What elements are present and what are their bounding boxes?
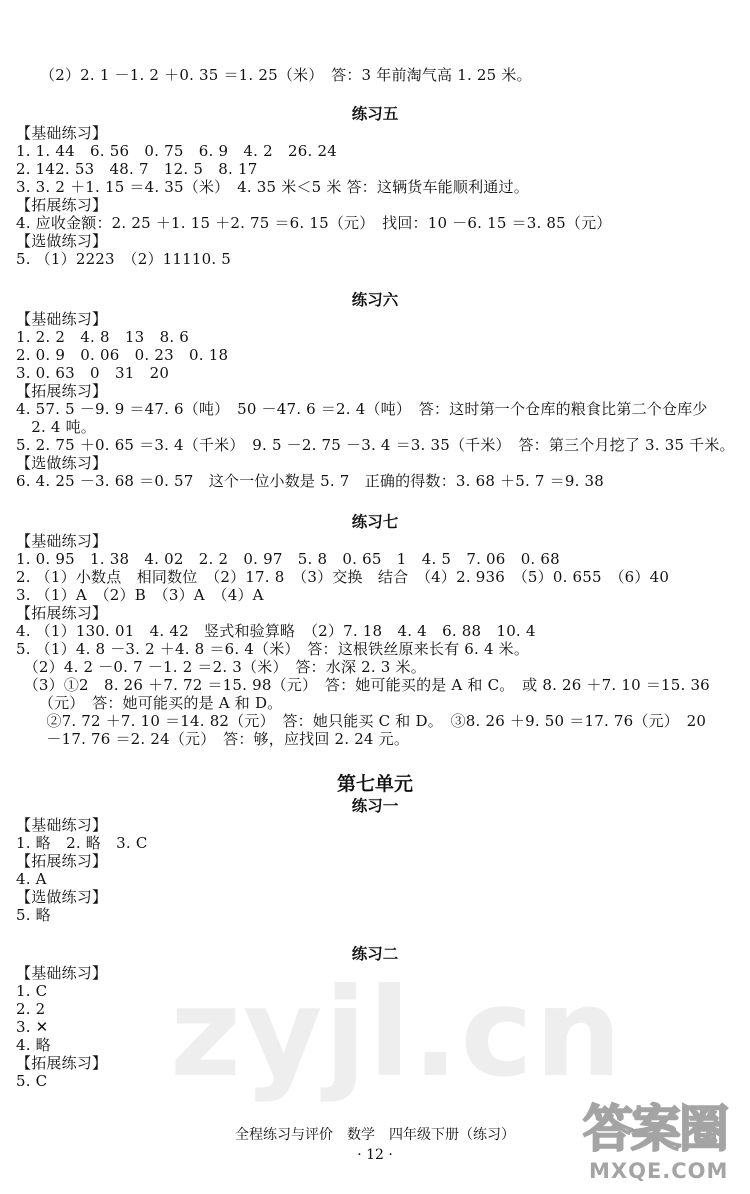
answer-line: 【拓展练习】 <box>16 196 108 214</box>
answer-line: 4. 应收金额：2. 25 ＋1. 15 ＋2. 75 ＝6. 15（元） 找回：10 －6. 15 ＝3. 85（元） <box>16 214 612 232</box>
watermark-logo-main: 答案圈 <box>583 1100 727 1158</box>
answer-line: 【拓展练习】 <box>16 604 108 622</box>
answer-line: 3. ✕ <box>16 1018 49 1036</box>
section-title-unit7-exercise-1: 练习一 <box>351 797 399 815</box>
section-title-exercise-6: 练习六 <box>351 291 399 309</box>
answer-line: 6. 4. 25 －3. 68 ＝0. 57 这个一位小数是 5. 7 正确的得数：3. 68 ＋5. 7 ＝9. 38 <box>16 472 605 490</box>
unit-title: 第七单元 <box>336 773 413 795</box>
answer-line: （3）①2 8. 26 ＋7. 72 ＝15. 98（元） 答：她可能买的是 A 和 C。 或 8. 26 ＋7. 10 ＝15. 36 <box>16 676 710 694</box>
section-title-unit7-exercise-2: 练习二 <box>351 945 399 963</box>
answer-line: 【基础练习】 <box>16 964 108 982</box>
answer-line: 4. 57. 5 －9. 9 ＝47. 6（吨） 50 －47. 6 ＝2. 4（吨） 答：这时第一个仓库的粮食比第二个仓库少 <box>16 400 708 418</box>
answer-line: 1. 0. 95 1. 38 4. 02 2. 2 0. 97 5. 8 0. 65 1 4. 5 7. 06 0. 68 <box>16 550 560 568</box>
answer-line: 【选做练习】 <box>16 232 108 250</box>
answer-line: 【基础练习】 <box>16 532 108 550</box>
answer-line: 5. 略 <box>16 906 51 924</box>
answer-line: 2. 2 <box>16 1000 46 1018</box>
answer-line: 1. 2. 2 4. 8 13 8. 6 <box>16 328 190 346</box>
answer-line: （元） 答：她可能买的是 A 和 D。 <box>16 694 283 712</box>
carryover-answer-line: （2）2. 1 －1. 2 ＋0. 35 ＝1. 25（米） 答：3 年前淘气高 1. 25 米。 <box>40 66 532 84</box>
answer-line: －17. 76 ＝2. 24（元） 答：够，应找回 2. 24 元。 <box>16 730 410 748</box>
answer-line: 2. 4 吨。 <box>16 418 96 436</box>
answer-line: 【基础练习】 <box>16 816 108 834</box>
answer-line: 1. 略 2. 略 3. C <box>16 834 148 852</box>
watermark-text: zyjl.cn <box>170 962 624 1104</box>
answer-line: 2. （1）小数点 相同数位 （2）17. 8 （3）交换 结合 （4）2. 936 （5）0. 655 （6）40 <box>16 568 670 586</box>
answer-line: 【拓展练习】 <box>16 382 108 400</box>
answer-line: 【基础练习】 <box>16 310 108 328</box>
answer-line: 2. 0. 9 0. 06 0. 23 0. 18 <box>16 346 229 364</box>
answer-line: 5. C <box>16 1072 48 1090</box>
answer-line: 4. 略 <box>16 1036 51 1054</box>
answer-line: 2. 142. 53 48. 7 12. 5 8. 17 <box>16 160 258 178</box>
answer-line: 【选做练习】 <box>16 888 108 906</box>
answer-line: 【拓展练习】 <box>16 852 108 870</box>
answer-line: 【基础练习】 <box>16 124 108 142</box>
answer-line: 4. A <box>16 870 47 888</box>
answer-line: 【选做练习】 <box>16 454 108 472</box>
answer-line: 5. （1）4. 8 －3. 2 ＋4. 8 ＝6. 4（米） 答：这根铁丝原来长有 6. 4 米。 <box>16 640 530 658</box>
footer-book-title: 全程练习与评价 数学 四年级下册（练习） <box>235 1127 515 1143</box>
answer-line: 3. （1）A （2）B （3）A （4）A <box>16 586 264 604</box>
answer-line: 5. （1）2223 （2）11110. 5 <box>16 250 232 268</box>
watermark-logo-sub: MXQE.COM <box>589 1159 729 1183</box>
answer-line: ②7. 72 ＋7. 10 ＝14. 82（元） 答：她只能买 C 和 D。 ③8. 26 ＋9. 50 ＝17. 76（元） 20 <box>16 712 707 730</box>
answer-line: 3. 3. 2 ＋1. 15 ＝4. 35（米） 4. 35 米＜5 米 答：这辆货车能顺利通过。 <box>16 178 529 196</box>
watermark-logo <box>583 1100 743 1188</box>
answer-line: 【拓展练习】 <box>16 1054 108 1072</box>
answer-line: 3. 0. 63 0 31 20 <box>16 364 170 382</box>
answer-line: 4. （1）130. 01 4. 42 竖式和验算略 （2）7. 18 4. 4 6. 88 10. 4 <box>16 622 536 640</box>
answer-line: 5. 2. 75 ＋0. 65 ＝3. 4（千米） 9. 5 －2. 75 －3. 4 ＝3. 35（千米） 答：第三个月挖了 3. 35 千米。 <box>16 436 735 454</box>
section-title-exercise-7: 练习七 <box>351 513 399 531</box>
answer-line: 1. C <box>16 982 48 1000</box>
section-title-exercise-5: 练习五 <box>351 105 399 123</box>
answer-line: （2）4. 2 －0. 7 －1. 2 ＝2. 3（米） 答：水深 2. 3 米。 <box>16 658 426 676</box>
page-number: · 12 · <box>357 1147 393 1163</box>
answer-line: 1. 1. 44 6. 56 0. 75 6. 9 4. 2 26. 24 <box>16 142 337 160</box>
